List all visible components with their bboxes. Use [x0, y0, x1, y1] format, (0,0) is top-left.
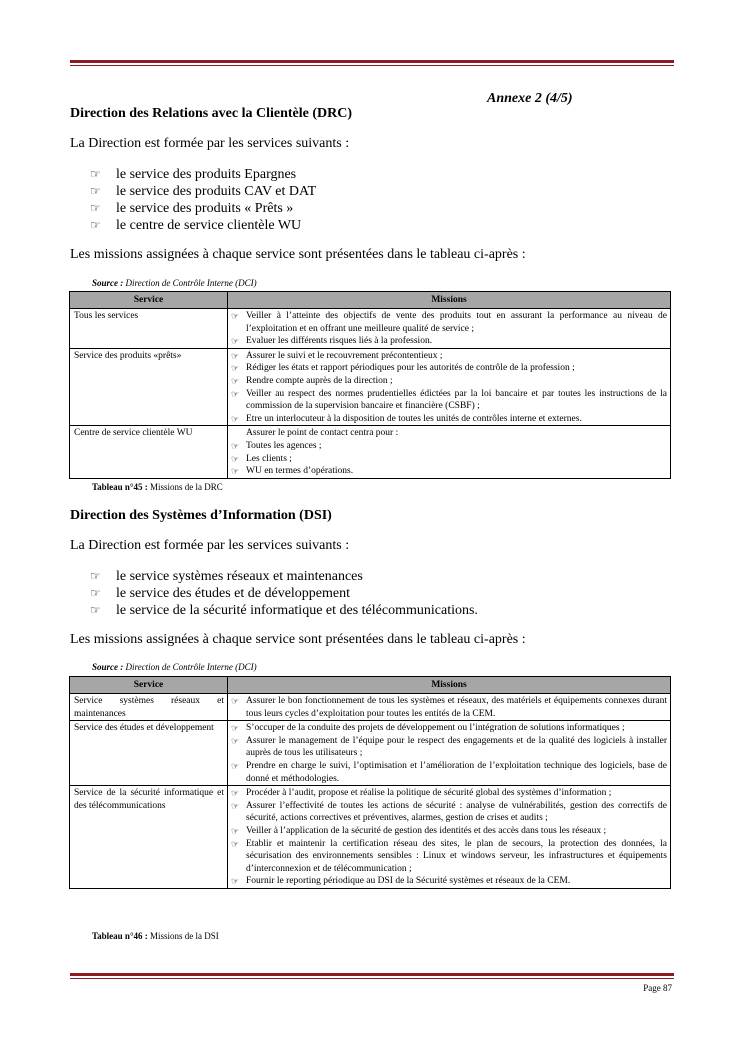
- pointing-hand-icon: ☞: [231, 440, 240, 451]
- dsi-service-list: [90, 568, 478, 619]
- drc-missions-table: [69, 291, 671, 479]
- list-item: ☞ le centre de service clientèle WU: [90, 218, 302, 233]
- list-item: ☞ le service des produits « Prêts »: [90, 201, 294, 216]
- list-item: ☞ le service des études et de développement: [90, 586, 351, 601]
- pointing-hand-icon: ☞: [231, 723, 240, 734]
- pointing-hand-icon: ☞: [231, 760, 240, 771]
- pointing-hand-icon: ☞: [231, 453, 240, 464]
- service-cell: Service des études et développement: [70, 721, 228, 786]
- table-row: [70, 786, 671, 889]
- dsi-missions-table: [69, 676, 671, 889]
- annex-label: Annexe 2 (4/5): [487, 91, 573, 106]
- pointing-hand-icon: ☞: [231, 800, 240, 811]
- pointing-hand-icon: ☞: [231, 838, 240, 849]
- pointing-hand-icon: ☞: [231, 876, 240, 887]
- pointing-hand-icon: ☞: [231, 825, 240, 836]
- column-header-missions: Missions: [228, 292, 671, 309]
- table-row: [70, 309, 671, 349]
- pointing-hand-icon: ☞: [231, 336, 240, 347]
- missions-cell: ☞ Procéder à l’audit, propose et réalise la politique de sécurité global des systèmes d’information ; ☞ Assurer l’effectivité de toutes les actions de sécurité : analyse de vulnérabilités, gestion des correctifs de sécurité, actions correctives et préventives, alarmes, gestion de crises et audits ; ☞ Veiller à l’application de la sécurité de gestion des identités et des accès dans tous les réseaux ; ☞ Etablir et maintenir la certification réseau des sites, le plan de secours, la protection des données, la sécurisation des environnements sensibles : Linux et windows serveur, les infrastructures et équipements d’interconnexion et de télécommunication ; ☞ Fournir le reporting périodique au DSI de la Sécurité systèmes et réseaux de la CEM.: [228, 786, 671, 889]
- pointing-hand-icon: ☞: [231, 311, 240, 321]
- pointing-hand-icon: ☞: [90, 603, 101, 617]
- table-row: [70, 721, 671, 786]
- footer-rule-thin: [70, 978, 674, 979]
- pointing-hand-icon: ☞: [231, 413, 240, 424]
- pointing-hand-icon: ☞: [231, 788, 240, 799]
- drc-service-list: [90, 166, 316, 234]
- column-header-service: Service: [70, 292, 228, 309]
- pointing-hand-icon: ☞: [90, 201, 101, 215]
- pointing-hand-icon: ☞: [231, 375, 240, 386]
- table-row: [70, 694, 671, 721]
- list-item: ☞ le service des produits CAV et DAT: [90, 184, 317, 199]
- drc-source: Source : Direction de Contrôle Interne (DCI): [92, 278, 257, 288]
- column-header-missions: Missions: [228, 677, 671, 694]
- page-number: Page 87: [643, 983, 672, 993]
- footer-rule: [70, 973, 674, 976]
- list-item: ☞ le service des produits Epargnes: [90, 167, 297, 182]
- service-cell: Centre de service clientèle WU: [70, 426, 228, 478]
- header-rule: [70, 60, 674, 63]
- service-cell: Service de la sécurité informatique et des télécommunications: [70, 786, 228, 889]
- pointing-hand-icon: ☞: [90, 569, 101, 583]
- pointing-hand-icon: ☞: [231, 735, 240, 746]
- pointing-hand-icon: ☞: [90, 218, 101, 232]
- dsi-heading: Direction des Systèmes d’Information (DSI): [70, 508, 332, 523]
- pointing-hand-icon: ☞: [231, 350, 240, 361]
- table-row: [70, 426, 671, 478]
- pointing-hand-icon: ☞: [90, 586, 101, 600]
- pointing-hand-icon: ☞: [231, 388, 240, 399]
- drc-heading: Direction des Relations avec la Clientèle (DRC): [70, 106, 353, 121]
- drc-lead: Les missions assignées à chaque service sont présentées dans le tableau ci-après :: [70, 247, 526, 262]
- pointing-hand-icon: ☞: [90, 184, 101, 198]
- missions-cell: ☞ S’occuper de la conduite des projets de développement ou l’intégration de solutions informatiques ; ☞ Assurer le management de l’équipe pour le respect des engagements et de la qualité des logiciels à installer auprès de tous les utilisateurs ; ☞ Prendre en charge le suivi, l’optimisation et l’amélioration de l’exploitation technique des logiciels, base de donné et méthodologies.: [228, 721, 671, 786]
- missions-cell: ☞ Assurer le bon fonctionnement de tous les systèmes et réseaux, des matériels et équipements connexes durant tous leurs cycles d’exploitation pour toutes les entités de la CEM.: [228, 694, 671, 721]
- drc-table-caption: Tableau n°45 : Missions de la DRC: [92, 482, 223, 492]
- dsi-table-caption: Tableau n°46 : Missions de la DSI: [92, 931, 219, 941]
- service-cell: Service systèmes réseaux et maintenances: [70, 694, 228, 721]
- pointing-hand-icon: ☞: [231, 466, 240, 477]
- missions-cell: ☞ Assurer le suivi et le recouvrement précontentieux ; ☞ Rédiger les états et rapport périodiques pour les autorités de contrôle de la profession ; ☞ Rendre compte auprès de la direction ; ☞ Veiller au respect des normes prudentielles édictées par la loi bancaire et par toutes les instructions de la commission de la supervision bancaire et financière (CSBF) ; ☞ Etre un interlocuteur à la disposition de toutes les unités de contrôles interne et externes.: [228, 348, 671, 426]
- missions-cell: ☞ Veiller à l’atteinte des objectifs de vente des produits tout en assurant la performance au niveau de l’exploitation et en offrant une meilleure qualité de service ; ☞ Evaluer les différents risques liés à la profession.: [228, 309, 671, 349]
- service-cell: Tous les services: [70, 309, 228, 349]
- drc-intro: La Direction est formée par les services suivants :: [70, 136, 350, 151]
- pointing-hand-icon: ☞: [90, 167, 101, 181]
- service-cell: Service des produits «prêts»: [70, 348, 228, 426]
- missions-cell: Assurer le point de contact centra pour : ☞ Toutes les agences ; ☞ Les clients ; ☞ WU en termes d’opérations.: [228, 426, 671, 478]
- table-row: [70, 348, 671, 426]
- dsi-lead: Les missions assignées à chaque service sont présentées dans le tableau ci-après :: [70, 632, 526, 647]
- pointing-hand-icon: ☞: [231, 696, 240, 706]
- list-item: ☞ le service systèmes réseaux et maintenances: [90, 569, 363, 584]
- column-header-service: Service: [70, 677, 228, 694]
- header-rule-thin: [70, 65, 674, 66]
- list-item: ☞ le service de la sécurité informatique et des télécommunications.: [90, 603, 478, 618]
- dsi-intro: La Direction est formée par les services suivants :: [70, 538, 350, 553]
- dsi-source: Source : Direction de Contrôle Interne (DCI): [92, 662, 257, 672]
- pointing-hand-icon: ☞: [231, 363, 240, 374]
